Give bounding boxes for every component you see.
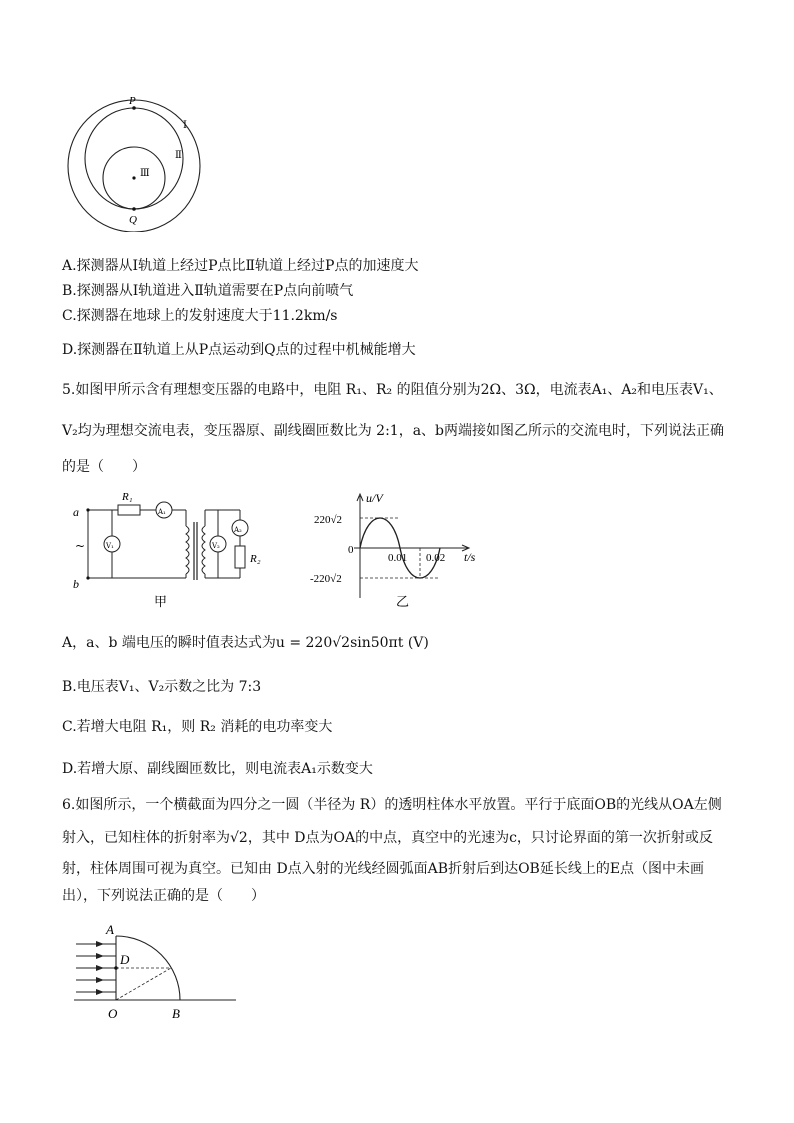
voltage-waveform bbox=[304, 488, 484, 610]
q5-stem-line3: 的是（ ） bbox=[62, 459, 146, 475]
q4-option-d: D.探测器在Ⅱ轨道上从P点运动到Q点的过程中机械能增大 bbox=[62, 342, 416, 358]
label-Q: Q bbox=[129, 214, 137, 226]
orbit-diagram bbox=[62, 92, 212, 232]
terminal-b bbox=[86, 576, 89, 579]
label-I: Ⅰ bbox=[183, 120, 187, 131]
tick-x1: 0.01 bbox=[388, 552, 408, 564]
label-a: a bbox=[73, 505, 79, 519]
caption-yi: 乙 bbox=[396, 595, 410, 610]
label-A1: A₁ bbox=[158, 508, 166, 516]
orbit-II bbox=[85, 108, 183, 209]
circuit-diagram bbox=[68, 488, 280, 610]
q4-option-a: A.探测器从Ⅰ轨道上经过P点比Ⅱ轨道上经过P点的加速度大 bbox=[62, 258, 419, 274]
q5-option-d: D.若增大原、副线圈匝数比，则电流表A₁示数变大 bbox=[62, 761, 373, 777]
tick-x2: 0.02 bbox=[426, 552, 446, 564]
label-D: D bbox=[120, 952, 130, 967]
tick-zero: 0 bbox=[348, 544, 354, 556]
label-A2: A₂ bbox=[234, 526, 242, 534]
x-axis-label: t/s bbox=[464, 550, 476, 564]
terminal-a bbox=[86, 508, 89, 511]
label-II: Ⅱ bbox=[175, 150, 182, 161]
earth-center bbox=[132, 176, 135, 179]
point-D bbox=[114, 966, 118, 970]
resistor-R2 bbox=[235, 546, 245, 568]
q6-stem-line3: 射，柱体周围可视为真空。已知由 D点入射的光线经圆弧面AB折射后到达OB延长线上的E点（图中未画 bbox=[62, 861, 705, 877]
q6-stem-line4: 出），下列说法正确的是（ ） bbox=[62, 888, 265, 904]
q6-stem-line1: 6.如图所示，一个横截面为四分之一圆（半径为 R）的透明柱体水平放置。平行于底面OB的光线从OA左侧 bbox=[62, 797, 722, 813]
q5-option-c: C.若增大电阻 R₁，则 R₂ 消耗的电功率变大 bbox=[62, 719, 333, 735]
dashed-radius bbox=[116, 968, 171, 1000]
q5-stem-line2: V₂均为理想交流电表，变压器原、副线圈匝数比为 2:1，a、b两端接如图乙所示的交流电时，下列说法正确 bbox=[62, 423, 725, 439]
label-R1: R₁ bbox=[122, 491, 133, 503]
tick-ybottom: -220√2 bbox=[310, 573, 342, 585]
tick-ytop: 220√2 bbox=[314, 514, 343, 526]
q4-option-b: B.探测器从Ⅰ轨道进入Ⅱ轨道需要在P点向前喷气 bbox=[62, 283, 354, 299]
quarter-circle-diagram bbox=[70, 918, 240, 1026]
label-R2: R₂ bbox=[250, 553, 261, 565]
label-tilde: ~ bbox=[75, 539, 86, 553]
label-A: A bbox=[106, 922, 114, 937]
label-O: O bbox=[108, 1006, 118, 1021]
q5-option-b: B.电压表V₁、V₂示数之比为 7:3 bbox=[62, 679, 262, 695]
label-b: b bbox=[73, 577, 79, 591]
label-B: B bbox=[172, 1006, 180, 1021]
label-V1: V₁ bbox=[106, 542, 114, 550]
point-Q bbox=[132, 207, 136, 211]
label-V2: V₂ bbox=[212, 542, 220, 550]
caption-jia: 甲 bbox=[154, 595, 168, 610]
resistor-R1 bbox=[118, 505, 140, 515]
q5-option-a: A，a、b 端电压的瞬时值表达式为u = 220√2sin50πt (V) bbox=[62, 635, 429, 651]
label-III: Ⅲ bbox=[140, 168, 150, 179]
primary-coil bbox=[186, 526, 189, 574]
orbit-I bbox=[68, 100, 200, 232]
q6-stem-line2: 射入，已知柱体的折射率为√2，其中 D点为OA的中点，真空中的光速为c，只讨论界面的第一次折射或反 bbox=[62, 830, 713, 846]
q5-stem-line1: 5.如图甲所示含有理想变压器的电路中，电阻 R₁、R₂ 的阻值分别为2Ω、3Ω，电流表A₁、A₂和电压表V₁、 bbox=[62, 382, 723, 398]
y-axis-label: u/V bbox=[366, 491, 383, 505]
label-P: P bbox=[129, 95, 136, 107]
secondary-coil bbox=[202, 526, 205, 574]
q4-option-c: C.探测器在地球上的发射速度大于11.2km/s bbox=[62, 308, 338, 324]
